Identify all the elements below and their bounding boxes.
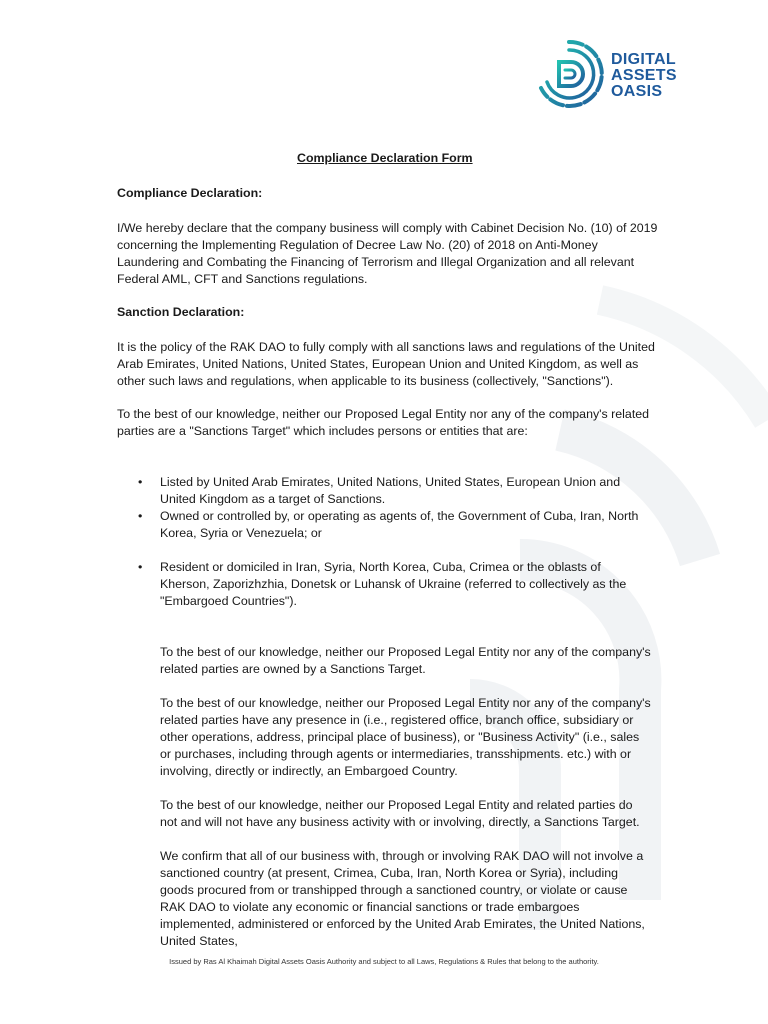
form-title: Compliance Declaration Form [297,151,473,165]
list-item-text: Owned or controlled by, or operating as agents of, the Government of Cuba, Iran, North Korea, Syria or Venezuela; or [160,509,639,540]
digital-assets-oasis-logo [533,32,683,122]
statement-confirmation: We confirm that all of our business with, through or involving RAK DAO will not involve a sanctioned country (at present, Crimea, Cuba, Iran, North Korea or Syria), including goods procured from or transhipped through a sanctioned country, or violate or cause RAK DAO to violate any economic or financial sanctions or trade embargoes implemented, administered or enforced by the United Arab Emirates, the United Nations, United States, [160,849,645,948]
logo-line-1: DIGITAL [611,51,676,68]
logo-wordmark [611,52,677,100]
compliance-heading: Compliance Declaration: [117,186,263,200]
sanction-heading: Sanction Declaration: [117,305,245,319]
sanctions-target-list [136,474,646,610]
bullet-icon: • [138,560,143,574]
statement-owned: To the best of our knowledge, neither our Proposed Legal Entity nor any of the company's related parties are owned by a Sanctions Target. [160,645,651,676]
list-item [136,559,646,610]
sanction-policy: It is the policy of the RAK DAO to fully comply with all sanctions laws and regulations of the United Arab Emirates, United Nations, United States, European Union and United Kingdom, as well as other such laws and regulations, when applicable to its business (collectively, "Sanctions"). [117,340,655,388]
statement-business-activity: To the best of our knowledge, neither our Proposed Legal Entity and related parties do not and will not have any business activity with or involving, directly, a Sanctions Target. [160,798,640,829]
sanction-intro: To the best of our knowledge, neither our Proposed Legal Entity nor any of the company's related parties are a "Sanctions Target" which includes persons or entities that are: [117,407,650,438]
compliance-body: I/We hereby declare that the company business will comply with Cabinet Decision No. (10) of 2019 concerning the Implementing Regulation of Decree Law No. (20) of 2018 on Anti-Money Laundering and Combating the Financing of Terrorism and Illegal Organization and all relevant Federal AML, CFT and Sanctions regulations. [117,221,658,286]
logo-line-2: ASSETS [611,67,677,84]
list-item [136,508,646,542]
bullet-icon: • [138,509,143,523]
list-item-text: Listed by United Arab Emirates, United Nations, United States, European Union and United Kingdom as a target of Sanctions. [160,475,621,506]
list-item-text: Resident or domiciled in Iran, Syria, North Korea, Cuba, Crimea or the oblasts of Kherson, Zaporizhzhia, Donetsk or Luhansk of Ukraine (referred to collectively as the "Embargoed Countries"). [160,560,627,608]
statement-presence: To the best of our knowledge, neither our Proposed Legal Entity nor any of the company's related parties have any presence in (i.e., registered office, branch office, subsidiary or other operations, address, principal place of business), or "Business Activity" (i.e., sales or purchases, including through agents or intermediaries, transshipments. etc.) with or involving, directly or indirectly, an Embargoed Country. [160,696,651,778]
page-footer: Issued by Ras Al Khaimah Digital Assets Oasis Authority and subject to all Laws, Regulations & Rules that belong to the authority. [169,957,599,966]
list-item [136,474,646,508]
bullet-icon: • [138,475,143,489]
logo-line-3: OASIS [611,83,663,100]
logo-mark-icon [533,36,605,116]
